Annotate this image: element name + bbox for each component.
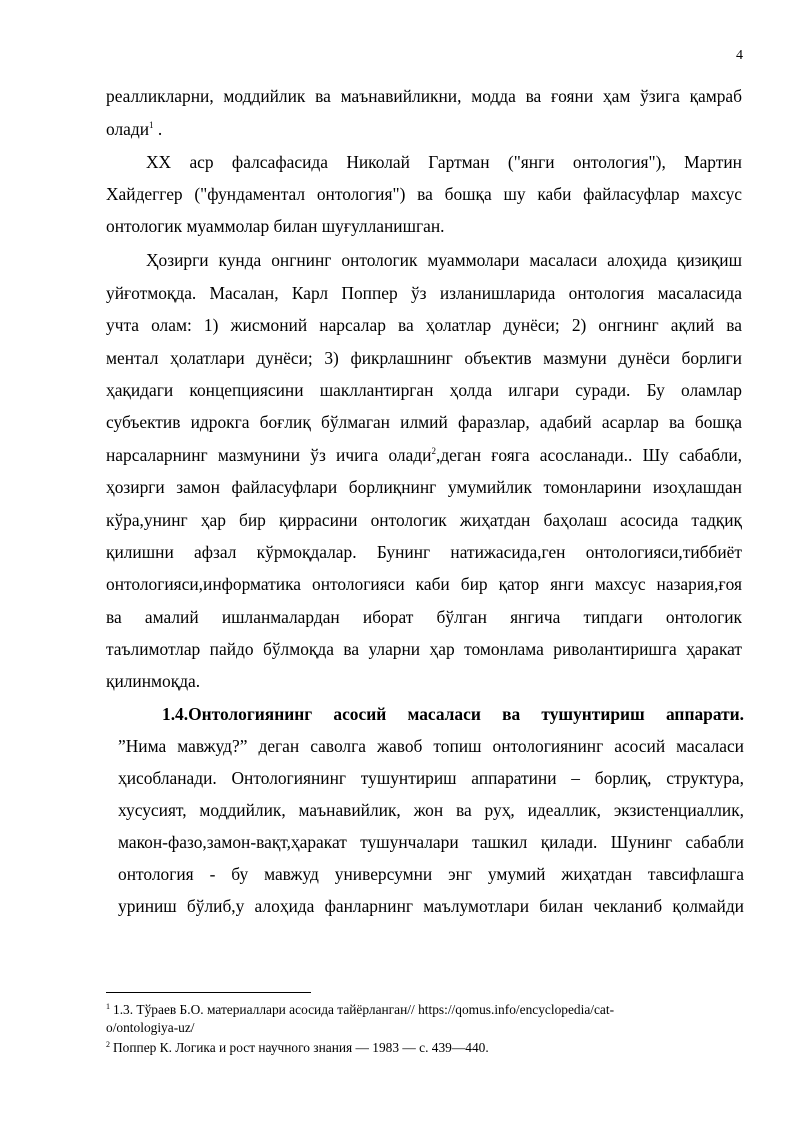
body-line: субъектив идрокга боғлиқ бўлмаган илмий фаразлар, адабий асарлар ва бошқа: [106, 412, 742, 432]
body-line: ҳозирги замон файласуфлари борлиқнинг умумийлик томонларини изоҳлашдан: [106, 477, 742, 497]
footnote-separator: [106, 992, 311, 993]
footnote-1-cont: o/ontologiya-uz/: [106, 1020, 195, 1035]
body-line: [106, 117, 742, 141]
body-line: қилишни афзал кўрмоқдалар. Бунинг натижасида,ген онтологияси,тиббиёт: [106, 542, 742, 562]
body-text: нарсаларнинг мазмунини ўз ичига олади: [106, 445, 432, 465]
body-line: учта олам: 1) жисмоний нарсалар ва ҳолатлар дунёси; 2) онгнинг ақлий ва: [106, 315, 742, 335]
body-line: ментал ҳолатлари дунёси; 3) фикрлашнинг объектив мазмуни дунёси борлиги: [106, 348, 742, 368]
body-line: Хайдеггер ("фундаментал онтология") ва бошқа шу каби файласуфлар махсус: [106, 184, 742, 204]
body-line: реалликларни, моддийлик ва маънавийликни, модда ва ғояни ҳам ўзига қамраб: [106, 86, 742, 106]
body-line: уйғотмоқда. Масалан, Карл Поппер ўз изланишларида онтология масаласида: [106, 283, 742, 303]
footnote-text: Поппер К. Логика и рост научного знания — 1983 — с. 439—440.: [113, 1040, 489, 1055]
body-text: .: [153, 119, 163, 139]
body-line: онтология - бу мавжуд универсумни энг умумий жиҳатдан тавсифлашга: [118, 864, 744, 884]
body-text: олади: [106, 119, 150, 139]
body-line: XX аср фалсафасида Николай Гартман ("янги онтология"), Мартин: [146, 152, 742, 172]
body-line: хусусият, моддийлик, маънавийлик, жон ва руҳ, идеаллик, экзистенциаллик,: [118, 800, 744, 820]
body-line: таълимотлар пайдо бўлмоқда ва уларни ҳар томонлама риволантиришга ҳаракат: [106, 639, 742, 659]
body-line: [106, 443, 742, 467]
body-line: ва амалий ишланмалардан иборат бўлган янгича типдаги онтологик: [106, 607, 742, 627]
page-number: 4: [736, 48, 743, 63]
footnote-text: 1.3. Тўраев Б.О. материаллари асосида тайёрланган// https://qomus.info/encyclopedia/cat-: [113, 1002, 615, 1017]
footnote-mark: 2: [106, 1039, 110, 1049]
body-line: қилинмоқда.: [106, 671, 201, 691]
body-line: уриниш бўлиб,у алоҳида фанларнинг маълумотлари билан чекланиб қолмайди: [118, 896, 744, 916]
body-line: макон-фазо,замон-вақт,ҳаракат тушунчалари ташкил қилади. Шунинг сабабли: [118, 832, 744, 852]
body-line: онтологик муаммолар билан шуғулланишган.: [106, 216, 445, 236]
section-heading: 1.4.Онтологиянинг асосий масаласи ва тушунтириш аппарати.: [162, 704, 744, 724]
footnote-mark: 1: [106, 1001, 110, 1011]
footnote-2: [106, 1039, 742, 1057]
body-line: ҳақидаги концепциясини шакллантирган ҳолда илгари суради. Бу оламлар: [106, 380, 742, 400]
footnote-ref-1: 1: [149, 120, 154, 131]
body-line: ”Нима мавжуд?” деган саволга жавоб топиш онтологиянинг асосий масаласи: [118, 736, 744, 756]
body-text: ,деган ғояга асосланади.. Шу сабабли,: [435, 445, 742, 465]
footnote-ref-2: 2: [431, 446, 436, 457]
body-line: онтологияси,информатика онтологияси каби бир қатор янги махсус назария,ғоя: [106, 574, 742, 594]
body-line: Ҳозирги кунда онгнинг онтологик муаммолари масаласи алоҳида қизиқиш: [146, 250, 742, 270]
body-line: кўра,унинг ҳар бир қиррасини онтологик жиҳатдан баҳолаш асосида тадқиқ: [106, 510, 742, 530]
body-line: ҳисобланади. Онтологиянинг тушунтириш аппаратини – борлиқ, структура,: [118, 768, 744, 788]
footnote-1: [106, 1001, 742, 1019]
